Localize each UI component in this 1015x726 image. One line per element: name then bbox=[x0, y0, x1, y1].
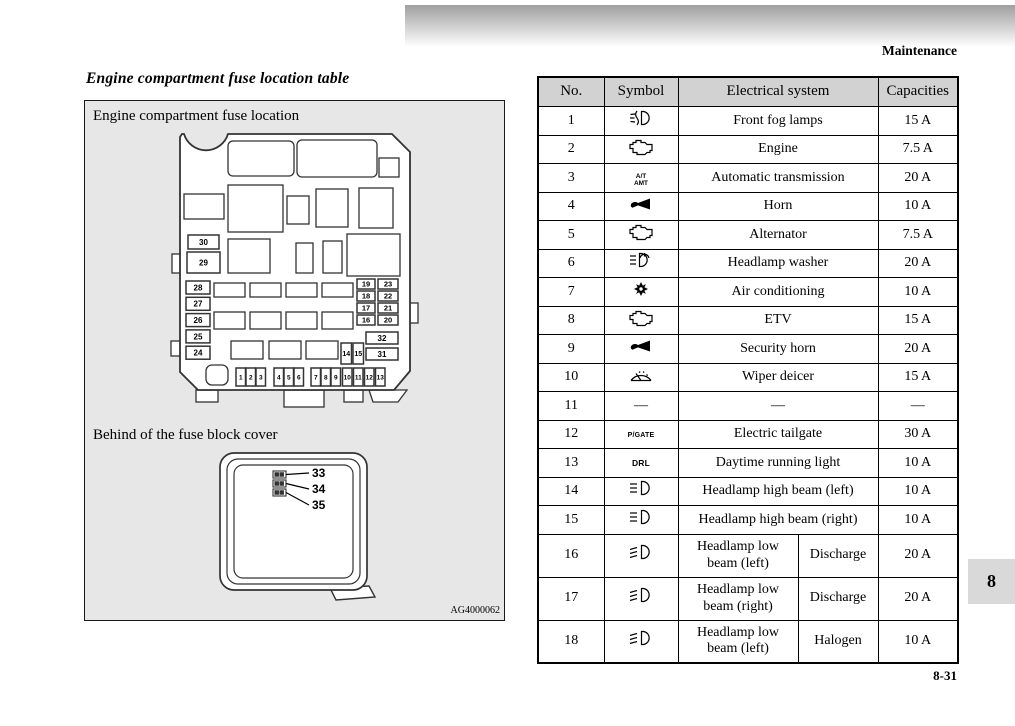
fuse-number-label: 32 bbox=[377, 333, 387, 343]
headlamp-low-beam-icon bbox=[628, 544, 654, 561]
fuse-symbol-cell bbox=[604, 534, 678, 577]
spare-fuse-icons bbox=[273, 471, 286, 496]
relay-box bbox=[347, 234, 400, 276]
table-row bbox=[538, 278, 958, 307]
headlamp-low-beam-icon bbox=[628, 587, 654, 604]
fuse-no: 14 bbox=[538, 477, 604, 506]
fuse-number-label: 30 bbox=[199, 237, 208, 247]
fuse-symbol-cell bbox=[604, 620, 678, 663]
capacity: 10 A bbox=[878, 477, 958, 506]
electrical-system: Headlamp low beam (left) bbox=[678, 620, 798, 663]
capacity: 20 A bbox=[878, 335, 958, 364]
fuse-no: 3 bbox=[538, 164, 604, 193]
table-row bbox=[538, 392, 958, 421]
fuse-location-diagram-panel bbox=[84, 100, 505, 621]
fuse-no: 5 bbox=[538, 221, 604, 250]
fuse-no: 15 bbox=[538, 506, 604, 535]
headlamp-washer-icon bbox=[628, 252, 654, 269]
electrical-system: Daytime running light bbox=[678, 449, 878, 478]
fuse-number-label: 26 bbox=[193, 315, 203, 325]
table-row bbox=[538, 135, 958, 164]
relay-box bbox=[316, 189, 348, 227]
fuse-number-label: 25 bbox=[193, 332, 203, 342]
capacity: 20 A bbox=[878, 249, 958, 278]
electrical-system: — bbox=[678, 392, 878, 421]
dash-symbol: — bbox=[634, 397, 648, 413]
relay-box bbox=[214, 312, 245, 329]
fuse-symbol-cell bbox=[604, 135, 678, 164]
fuse-number-label: 17 bbox=[361, 303, 371, 313]
fuse-number-label: 2 bbox=[248, 374, 253, 382]
fuse-number-label: 9 bbox=[333, 374, 338, 382]
table-row bbox=[538, 449, 958, 478]
fuse-no: 2 bbox=[538, 135, 604, 164]
col-header-no: No. bbox=[538, 77, 604, 107]
page-title: Engine compartment fuse location table bbox=[86, 70, 350, 87]
fuse-number-label: 28 bbox=[193, 283, 203, 293]
fuse-capacity-table bbox=[537, 76, 959, 664]
relay-box bbox=[269, 341, 301, 359]
fuse-symbol-cell bbox=[604, 164, 678, 193]
relay-box bbox=[214, 283, 245, 297]
relay-box bbox=[184, 194, 224, 219]
air-conditioning-icon bbox=[633, 281, 649, 297]
relay-box bbox=[228, 239, 270, 273]
col-header-capacities: Capacities bbox=[878, 77, 958, 107]
at-amt-symbol: A/T AMT bbox=[633, 173, 649, 188]
fusebox-diagram bbox=[85, 101, 506, 622]
fuse-number-label: 4 bbox=[276, 374, 281, 382]
table-row bbox=[538, 620, 958, 663]
capacity: 10 A bbox=[878, 278, 958, 307]
engine-icon bbox=[628, 309, 654, 327]
diagram-caption-bottom: Behind of the fuse block cover bbox=[93, 427, 278, 443]
headlamp-high-beam-icon bbox=[628, 509, 654, 526]
fuse-symbol-cell bbox=[604, 392, 678, 421]
fuse-no: 8 bbox=[538, 306, 604, 335]
relay-box bbox=[228, 141, 294, 176]
fuse-symbol-cell bbox=[604, 335, 678, 364]
electrical-system: Headlamp high beam (left) bbox=[678, 477, 878, 506]
electrical-system: Wiper deicer bbox=[678, 363, 878, 392]
table-row bbox=[538, 420, 958, 449]
electrical-system: Front fog lamps bbox=[678, 107, 878, 136]
relay-box bbox=[286, 283, 317, 297]
fuse-symbol-cell bbox=[604, 506, 678, 535]
fuse-number-label: 1 bbox=[238, 374, 243, 382]
table-row bbox=[538, 477, 958, 506]
fuse-symbol-cell bbox=[604, 363, 678, 392]
capacity: 15 A bbox=[878, 107, 958, 136]
relay-box bbox=[206, 365, 228, 385]
table-row bbox=[538, 506, 958, 535]
fuse-number-label: 5 bbox=[286, 374, 291, 382]
relay-box bbox=[297, 140, 377, 177]
fuse-symbol-cell bbox=[604, 306, 678, 335]
fuse-number-label: 14 bbox=[342, 351, 351, 359]
capacity: 20 A bbox=[878, 164, 958, 193]
capacity: 10 A bbox=[878, 506, 958, 535]
fuse-number-label: 27 bbox=[193, 299, 203, 309]
capacity: 10 A bbox=[878, 192, 958, 221]
front-fog-lamps-icon bbox=[628, 110, 654, 127]
cover-label: 34 bbox=[312, 482, 326, 496]
cover-label: 35 bbox=[312, 498, 326, 512]
figure-code: AG4000062 bbox=[450, 605, 500, 616]
fuse-number-label: 16 bbox=[361, 315, 371, 325]
fuse-symbol-cell bbox=[604, 577, 678, 620]
relay-box bbox=[306, 341, 338, 359]
fuse-number-label: 18 bbox=[361, 291, 371, 301]
fuse-number-label: 8 bbox=[323, 374, 328, 382]
relay-box bbox=[296, 243, 313, 273]
fuse-number-label: 19 bbox=[361, 279, 371, 289]
fuse-no: 10 bbox=[538, 363, 604, 392]
electrical-system: ETV bbox=[678, 306, 878, 335]
table-row bbox=[538, 306, 958, 335]
fuse-number-label: 22 bbox=[383, 291, 393, 301]
fuse-number-label: 3 bbox=[258, 374, 263, 382]
fuse-no: 9 bbox=[538, 335, 604, 364]
fuse-number-label: 24 bbox=[193, 348, 203, 358]
pgate-symbol: P/GATE bbox=[627, 432, 655, 440]
table-header-row bbox=[538, 77, 958, 107]
capacity: 15 A bbox=[878, 306, 958, 335]
lamp-type: Discharge bbox=[798, 534, 878, 577]
fuse-no: 7 bbox=[538, 278, 604, 307]
cover-label: 33 bbox=[312, 466, 326, 480]
capacity: 30 A bbox=[878, 420, 958, 449]
table-row bbox=[538, 192, 958, 221]
fuse-symbol-cell bbox=[604, 249, 678, 278]
table-row bbox=[538, 335, 958, 364]
fuse-no: 18 bbox=[538, 620, 604, 663]
electrical-system: Horn bbox=[678, 192, 878, 221]
capacity: 10 A bbox=[878, 620, 958, 663]
engine-icon bbox=[628, 223, 654, 241]
table-row bbox=[538, 577, 958, 620]
relay-box bbox=[250, 312, 281, 329]
table-row bbox=[538, 221, 958, 250]
horn-icon bbox=[628, 339, 654, 353]
section-label: Maintenance bbox=[882, 43, 957, 58]
electrical-system: Electric tailgate bbox=[678, 420, 878, 449]
fuse-symbol-cell bbox=[604, 192, 678, 221]
headlamp-high-beam-icon bbox=[628, 480, 654, 497]
fuse-number-label: 20 bbox=[383, 315, 393, 325]
relay-box bbox=[322, 283, 353, 297]
capacity: 15 A bbox=[878, 363, 958, 392]
fuse-table-body bbox=[538, 107, 958, 664]
fuse-number-label: 31 bbox=[377, 349, 387, 359]
electrical-system: Headlamp low beam (left) bbox=[678, 534, 798, 577]
chapter-tab: 8 bbox=[968, 559, 1015, 604]
col-header-symbol: Symbol bbox=[604, 77, 678, 107]
fuse-no: 11 bbox=[538, 392, 604, 421]
fuse-no: 1 bbox=[538, 107, 604, 136]
relay-box bbox=[228, 185, 283, 232]
relay-box bbox=[322, 312, 353, 329]
electrical-system: Air conditioning bbox=[678, 278, 878, 307]
relay-box bbox=[286, 312, 317, 329]
fuse-number-label: 23 bbox=[383, 279, 393, 289]
capacity: — bbox=[878, 392, 958, 421]
fuse-symbol-cell bbox=[604, 278, 678, 307]
fuse-symbol-cell bbox=[604, 420, 678, 449]
diagram-caption-top: Engine compartment fuse location bbox=[93, 108, 300, 124]
electrical-system: Headlamp high beam (right) bbox=[678, 506, 878, 535]
relay-box bbox=[250, 283, 281, 297]
fuse-number-label: 12 bbox=[365, 374, 373, 382]
fuse-no: 16 bbox=[538, 534, 604, 577]
headlamp-low-beam-icon bbox=[628, 630, 654, 647]
lamp-type: Discharge bbox=[798, 577, 878, 620]
fuse-no: 17 bbox=[538, 577, 604, 620]
fuse-number-label: 10 bbox=[343, 374, 351, 382]
fuse-number-label: 21 bbox=[383, 303, 393, 313]
capacity: 20 A bbox=[878, 577, 958, 620]
electrical-system: Engine bbox=[678, 135, 878, 164]
relay-box bbox=[379, 158, 399, 177]
section-gradient-bar bbox=[405, 5, 1015, 47]
fuse-number-label: 29 bbox=[199, 258, 208, 268]
table-row bbox=[538, 249, 958, 278]
electrical-system: Headlamp low beam (right) bbox=[678, 577, 798, 620]
electrical-system: Automatic transmission bbox=[678, 164, 878, 193]
drl-symbol: DRL bbox=[631, 457, 651, 468]
relay-box bbox=[359, 188, 393, 228]
fuse-symbol-cell bbox=[604, 221, 678, 250]
capacity: 10 A bbox=[878, 449, 958, 478]
fuse-number-label: 7 bbox=[313, 374, 318, 382]
engine-icon bbox=[628, 138, 654, 156]
electrical-system: Alternator bbox=[678, 221, 878, 250]
wiper-deicer-icon bbox=[628, 367, 654, 383]
relay-box bbox=[231, 341, 263, 359]
relay-box bbox=[287, 196, 309, 224]
table-row bbox=[538, 164, 958, 193]
electrical-system: Headlamp washer bbox=[678, 249, 878, 278]
capacity: 7.5 A bbox=[878, 221, 958, 250]
col-header-electrical-system: Electrical system bbox=[678, 77, 878, 107]
fuse-symbol-cell bbox=[604, 107, 678, 136]
fuse-no: 6 bbox=[538, 249, 604, 278]
fuse-symbol-cell bbox=[604, 449, 678, 478]
lamp-type: Halogen bbox=[798, 620, 878, 663]
fuse-no: 4 bbox=[538, 192, 604, 221]
table-row bbox=[538, 534, 958, 577]
fuse-number-label: 15 bbox=[354, 351, 363, 359]
page-number: 8-31 bbox=[933, 668, 957, 683]
electrical-system: Security horn bbox=[678, 335, 878, 364]
fuse-number-label: 11 bbox=[354, 374, 362, 382]
table-row bbox=[538, 363, 958, 392]
capacity: 20 A bbox=[878, 534, 958, 577]
fuse-number-label: 6 bbox=[296, 374, 301, 382]
table-row bbox=[538, 107, 958, 136]
fuse-symbol-cell bbox=[604, 477, 678, 506]
fuse-no: 13 bbox=[538, 449, 604, 478]
fuse-no: 12 bbox=[538, 420, 604, 449]
fuse-block-cover-diagram bbox=[220, 453, 375, 600]
capacity: 7.5 A bbox=[878, 135, 958, 164]
cover-labels bbox=[312, 466, 326, 512]
fuse-number-label: 13 bbox=[376, 374, 384, 382]
horn-icon bbox=[628, 197, 654, 211]
relay-box bbox=[323, 241, 342, 273]
